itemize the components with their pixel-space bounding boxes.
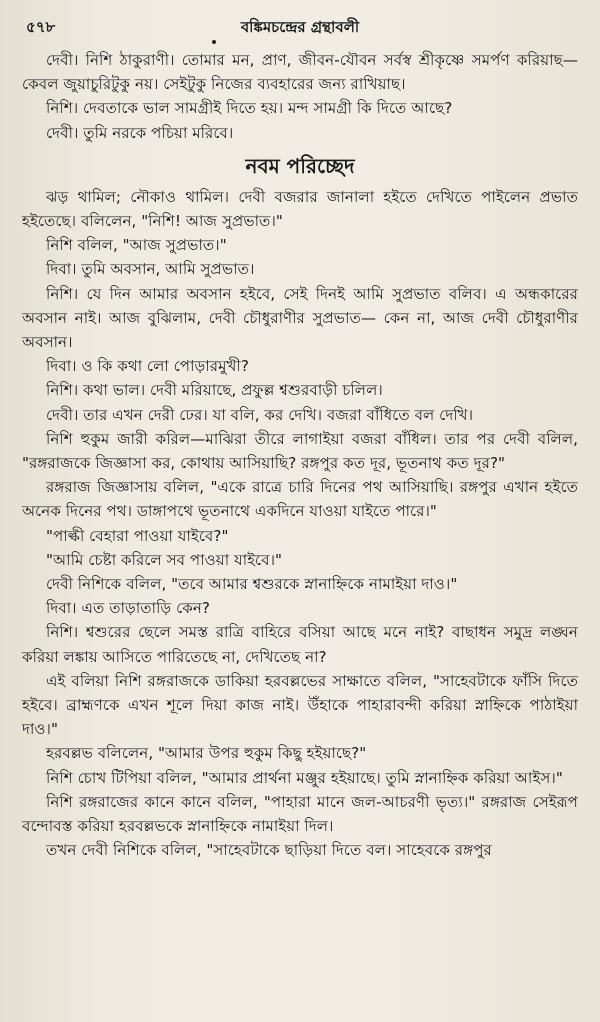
paragraph: দেবী। নিশি ঠাকুরাণী। তোমার মন, প্রাণ, জীবন-যৌবন সর্বস্ব শ্রীকৃষ্ণে সমর্পণ করিয়াছ—কেবল জুয়াচুরিটুকু নয়। সেইটুকু নিজের ব্যবহারের জন্য রাখিয়াছ। (22, 51, 578, 94)
page-header (0, 14, 600, 40)
chapter-title: নবম পরিচ্ছেদ (245, 153, 355, 178)
paragraph: নিশি। যে দিন আমার অবসান হইবে, সেই দিনই আমি সুপ্রভাত বলিব। এ অন্ধকারের অবসান নাই। আজ বুঝিলাম, দেবী চৌধুরাণীর সুপ্রভাত— কেন না, আজ দেবী চৌধুরাণীর অবসান। (22, 284, 578, 352)
paragraph: নিশি বলিল, "আজ সুপ্রভাত।" (46, 236, 227, 255)
paragraph: নিশি। দেবতাকে ভাল সামগ্রীই দিতে হয়। মন্দ সামগ্রী কি দিতে আছে? (46, 99, 453, 118)
paragraph: নিশি রঙ্গরাজের কানে কানে বলিল, "পাহারা মানে জল-আচরণী ভৃত্য।" রঙ্গরাজ সেইরূপ বন্দোবস্ত করিয়া হরবল্লভকে স্নানাহ্নিকে নামাইয়া দিল। (22, 792, 578, 836)
paragraph: দিবা। এত তাড়াতাড়ি কেন? (46, 599, 210, 618)
paragraph: "আমি চেষ্টা করিলে সব পাওয়া যাইবে।" (46, 550, 282, 569)
paragraph: দিবা। ও কি কথা লো পোড়ারমুখী? (46, 357, 249, 376)
ink-dot (212, 40, 216, 44)
paragraph: দেবী নিশিকে বলিল, "তবে আমার শ্বশুরকে স্নানাহ্নিকে নামাইয়া দাও।" (46, 575, 458, 594)
paragraph: ঝড় থামিল; নৌকাও থামিল। দেবী বজরার জানালা হইতে দেখিতে পাইলেন প্রভাত হইতেছে। বলিলেন, "নিশি! আজ সুপ্রভাত।" (22, 187, 578, 231)
paragraph: রঙ্গরাজ জিজ্ঞাসায় বলিল, "একে রাত্রে চারি দিনের পথ আসিয়াছি। রঙ্গপুর এখান হইতে অনেক দিনের পথ। ডাঙ্গাপথে ভূতনাথে একদিনে যাওয়া যাইতে পারে।" (22, 478, 578, 521)
paragraph: নিশি। কথা ভাল। দেবী মরিয়াছে, প্রফুল্ল শ্বশুরবাড়ী চলিল। (46, 381, 383, 400)
paragraph: হরবল্লভ বলিলেন, "আমার উপর হুকুম কিছু হইয়াছে?" (46, 744, 367, 763)
running-title: বঙ্কিমচন্দ্রের গ্রন্থাবলী (240, 18, 360, 36)
paragraph: এই বলিয়া নিশি রঙ্গরাজকে ডাকিয়া হরবল্লভের সাক্ষাতে বলিল, "সাহেবটাকে ফাঁসি দিতে হইবে। ব্রাহ্মণকে এখন শূলে দিয়া কাজ নাই। উঁহাকে পাহারাবন্দী করিয়া স্নাহ্নিকে পাঠাইয়া দাও।" (22, 671, 578, 739)
paragraph: নিশি চোখ টিপিয়া বলিল, "আমার প্রার্থনা মঞ্জুর হইয়াছে। তুমি স্নানাহ্নিক করিয়া আইস।" (46, 768, 563, 787)
paragraph: "পাল্কী বেহারা পাওয়া যাইবে?" (46, 526, 229, 545)
page-number: ৫৭৮ (26, 18, 56, 36)
paragraph: নিশি। শ্বশুরের ছেলে সমস্ত রাত্রি বাহিরে বসিয়া আছে মনে নাই? বাছাধন সমুদ্র লঙ্ঘন করিয়া লঙ্কায় আসিতে পারিতেছে না, দেখিতেছ না? (22, 623, 578, 666)
paragraph: দেবী। তুমি নরকে পচিয়া মরিবে। (46, 123, 234, 142)
paragraph: নিশি হুকুম জারী করিল—মাঝিরা তীরে লাগাইয়া বজরা বাঁধিল। তার পর দেবী বলিল, "রঙ্গরাজকে জিজ্ঞাসা কর, কোথায় আসিয়াছি? রঙ্গপুর কত দূর, ভূতনাথ কত দূর?" (22, 429, 578, 473)
page-body (22, 48, 578, 863)
paragraph: দেবী। তার এখন দেরী ঢের। যা বলি, কর দেখি। বজরা বাঁধিতে বল দেখি। (46, 405, 474, 424)
paragraph: তখন দেবী নিশিকে বলিল, "সাহেবটাকে ছাড়িয়া দিতে বল। সাহেবকে রঙ্গপুর (46, 841, 492, 860)
paragraph: দিবা। তুমি অবসান, আমি সুপ্রভাত। (46, 260, 255, 279)
